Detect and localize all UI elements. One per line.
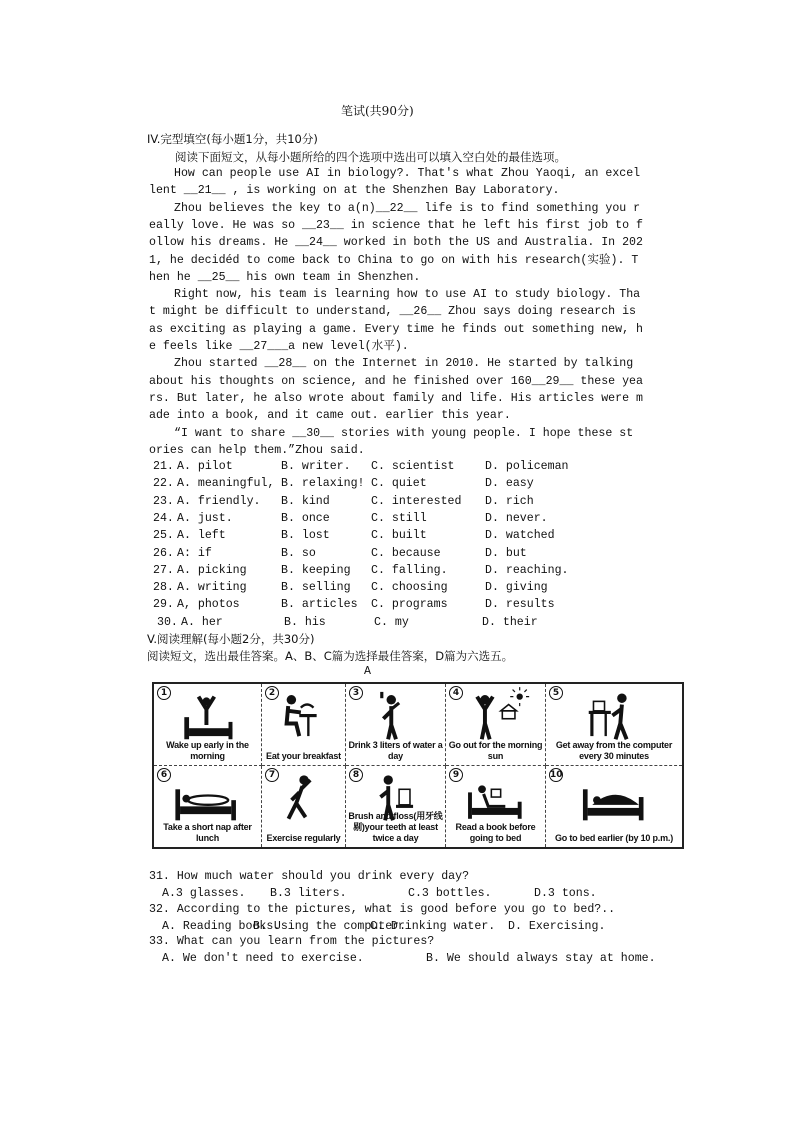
question-option: B. Using the computer. <box>253 920 407 933</box>
cell-caption: Read a book before going to bed <box>455 822 536 843</box>
drink-water-icon <box>346 684 446 744</box>
question-option: B. We should always stay at home. <box>426 952 656 965</box>
option-n: 29. <box>153 598 174 612</box>
section-heading-v: V.阅读理解(每小题2分，共30分) <box>147 632 315 646</box>
picture-cell <box>346 766 446 847</box>
picture-cell <box>346 684 446 766</box>
option-n: 30. <box>157 615 178 629</box>
option-c: C. still <box>371 511 427 525</box>
option-n: 27. <box>153 563 174 577</box>
breakfast-icon <box>262 684 346 744</box>
question-option: B.3 liters. <box>270 887 347 900</box>
exercise-icon <box>262 766 346 825</box>
healthy-habits-picture <box>152 682 684 849</box>
option-a: A: if <box>177 546 212 560</box>
option-n: 25. <box>153 529 174 543</box>
cell-number: 10 <box>550 770 563 780</box>
option-a: A. her <box>181 615 223 629</box>
picture-cell <box>262 766 346 847</box>
option-a: A. friendly. <box>177 494 261 508</box>
picture-cell <box>546 684 682 766</box>
section-heading-iv: IV.完型填空(每小题1分，共10分) <box>147 132 318 146</box>
cell-number: 5 <box>549 686 563 700</box>
question-option: D. Exercising. <box>508 920 606 933</box>
question-option: A. We don't need to exercise. <box>162 952 364 965</box>
option-b: B. selling <box>281 581 351 595</box>
option-c: C. programs <box>371 598 448 612</box>
option-n: 26. <box>153 546 174 560</box>
option-a: A. meaningful, <box>177 477 275 491</box>
passage-label: A <box>364 665 371 678</box>
computer-icon <box>546 684 682 744</box>
option-a: A. picking <box>177 563 247 577</box>
passage-line: Zhou started __28__ on the Internet in 2010. He started by talking <box>174 357 634 371</box>
cell-caption: Go out for the morning sun <box>448 740 543 761</box>
cell-caption: Exercise regularly <box>266 833 341 843</box>
option-c: C. falling. <box>371 563 448 577</box>
question-option: C. Drinking water. <box>370 920 496 933</box>
cell-number: 9 <box>449 768 463 782</box>
option-c: C. choosing <box>371 581 448 595</box>
option-a: A, photos <box>177 598 240 612</box>
passage-line: Zhou believes the key to a(n)__22__ life is to find something you r <box>174 201 641 215</box>
option-n: 21. <box>153 460 174 473</box>
cell-caption: Drink 3 liters of water a day <box>348 740 443 761</box>
option-a: A. just. <box>177 511 233 525</box>
option-d: D. rich <box>485 494 534 508</box>
question-stem: 33. What can you learn from the pictures? <box>149 935 435 948</box>
option-d: D. reaching. <box>485 563 569 577</box>
option-d: D. easy <box>485 477 534 491</box>
option-b: B. relaxing! <box>281 477 365 491</box>
cell-caption: Brush and floss(用牙线剔)your teeth at least twice a day <box>348 811 443 843</box>
option-d: D. never. <box>485 511 548 525</box>
option-c: C. because <box>371 546 441 560</box>
option-c: C. my <box>374 615 409 629</box>
option-n: 23. <box>153 494 174 508</box>
option-c: C. scientist <box>371 460 455 473</box>
passage-line: about his thoughts on science, and he finished over 160__29__ these yea <box>149 374 643 388</box>
nap-icon <box>154 766 262 825</box>
cell-number: 1 <box>157 686 171 700</box>
page-title: 笔试(共90分) <box>341 104 414 118</box>
cell-caption: Eat your breakfast <box>266 751 341 761</box>
option-b: B. lost <box>281 529 330 543</box>
option-b: B. kind <box>281 494 330 508</box>
question-option: C.3 bottles. <box>408 887 492 900</box>
option-b: B. once <box>281 511 330 525</box>
cell-number: 8 <box>349 768 363 782</box>
bed-wake-icon <box>154 684 262 744</box>
passage-line: eally love. He was so __23__ in science that he left his first job to f <box>149 218 643 232</box>
passage-line: rs. But later, he also wrote about family and life. His articles were m <box>149 391 643 405</box>
passage-line: lent __21__ , is working on at the Shenzhen Bay Laboratory. <box>149 184 560 198</box>
picture-cell <box>154 766 262 847</box>
passage-line: Right now, his team is learning how to use AI to study biology. Tha <box>174 288 641 302</box>
picture-cell <box>446 684 546 766</box>
option-c: C. interested <box>371 494 462 508</box>
passage-line: hen he __25__ his own team in Shenzhen. <box>149 270 421 284</box>
passage-line: 1, he decidéd to come back to China to go on with his research(实验). T <box>149 253 639 267</box>
passage-line: ories can help them.”Zhou said. <box>149 443 365 457</box>
cell-caption: Take a short nap after lunch <box>163 822 252 843</box>
passage-line: ade into a book, and it came out. earlier this year. <box>149 409 511 423</box>
section-instruction-iv: 阅读下面短文，从每小题所给的四个选项中选出可以填入空白处的最佳选项。 <box>175 150 566 164</box>
question-option: A. Reading books. <box>162 920 281 933</box>
picture-cell <box>446 766 546 847</box>
option-a: A. writing <box>177 581 247 595</box>
option-d: D. giving <box>485 581 548 595</box>
option-n: 22. <box>153 477 174 491</box>
cell-caption: Wake up early in the morning <box>166 740 249 761</box>
passage-line: t might be difficult to understand, __26__ Zhou says doing research is <box>149 305 637 319</box>
cell-number: 7 <box>265 768 279 782</box>
option-b: B. articles <box>281 598 358 612</box>
passage-line: How can people use AI in biology?. That's what Zhou Yaoqi, an excel <box>174 167 641 180</box>
option-d: D. their <box>482 615 538 629</box>
cell-number: 3 <box>349 686 363 700</box>
morning-sun-icon <box>446 684 546 744</box>
question-option: D.3 tons. <box>534 887 597 900</box>
option-d: D. watched <box>485 529 555 543</box>
picture-cell <box>546 766 682 847</box>
cell-number: 2 <box>265 686 279 700</box>
passage-line: e feels like __27___a new level(水平). <box>149 340 409 353</box>
cell-number: 6 <box>157 768 171 782</box>
option-n: 28. <box>153 581 174 595</box>
picture-cell <box>262 684 346 766</box>
question-stem: 32. According to the pictures, what is good before you go to bed?.. <box>149 903 616 916</box>
cell-caption: Get away from the computer every 30 minutes <box>555 740 673 761</box>
option-d: D. results <box>485 598 555 612</box>
option-c: C. quiet <box>371 477 427 491</box>
option-b: B. his <box>284 615 326 629</box>
option-d: D. policeman <box>485 460 569 473</box>
read-book-icon <box>446 766 546 825</box>
passage-line: as exciting as playing a game. Every time he finds out something new, h <box>149 322 643 336</box>
cell-caption: Go to bed earlier (by 10 p.m.) <box>554 833 674 843</box>
section-instruction-v: 阅读短文，选出最佳答案。A、B、C篇为选择最佳答案，D篇为六选五。 <box>147 649 514 663</box>
option-b: B. keeping <box>281 563 351 577</box>
option-n: 24. <box>153 511 174 525</box>
passage-line: ollow his dreams. He __24__ worked in both the US and Australia. In 202 <box>149 236 643 250</box>
option-b: B. so <box>281 546 316 560</box>
option-a: A. left <box>177 529 226 543</box>
picture-cell <box>154 684 262 766</box>
question-option: A.3 glasses. <box>162 887 246 900</box>
cell-number: 4 <box>449 686 463 700</box>
option-d: D. but <box>485 546 527 560</box>
question-stem: 31. How much water should you drink every day? <box>149 870 470 883</box>
option-c: C. built <box>371 529 427 543</box>
passage-line: “I want to share __30__ stories with young people. I hope these st <box>174 426 634 440</box>
option-a: A. pilot <box>177 460 233 473</box>
option-b: B. writer. <box>281 460 351 473</box>
sleep-icon <box>546 766 682 825</box>
